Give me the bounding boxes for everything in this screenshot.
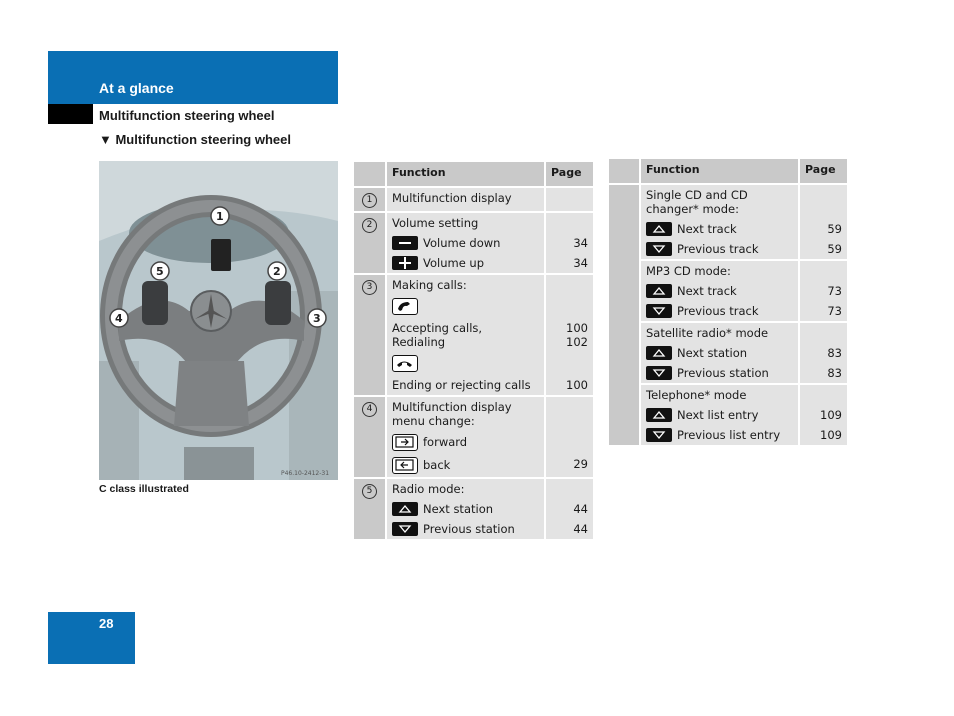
table-row: [354, 519, 593, 539]
callout-number: 2: [362, 218, 377, 233]
page-ref: 29: [545, 454, 593, 478]
function-text: Next track: [677, 222, 737, 236]
function-text: Ending or rejecting calls: [386, 375, 545, 396]
table-row: [609, 301, 847, 322]
table-row: [609, 363, 847, 384]
table-row: [354, 212, 593, 233]
function-text: Next station: [423, 502, 494, 516]
arrow-up-icon: [646, 346, 672, 360]
callout-4: [110, 309, 128, 327]
function-text: Single CD and CD changer* mode:: [640, 184, 799, 219]
page-ref: 34: [545, 253, 593, 274]
topic-title: ▼ Multifunction steering wheel: [99, 132, 291, 147]
callout-number: 5: [362, 484, 377, 499]
function-text: Volume down: [423, 236, 501, 250]
function-text: Previous station: [677, 366, 769, 380]
section-band: [48, 51, 338, 104]
callout-2: [268, 262, 286, 280]
function-text: Volume setting: [386, 212, 545, 233]
figure-code: P46.10-2412-31: [281, 470, 330, 477]
table-row: [354, 318, 593, 352]
function-text: Redialing: [392, 335, 446, 349]
page-ref: [799, 384, 847, 405]
function-text: Next track: [677, 284, 737, 298]
table-row: [609, 425, 847, 445]
function-text: Satellite radio* mode: [640, 322, 799, 343]
table-row: [354, 274, 593, 295]
section-marker: [48, 104, 93, 124]
function-text: Telephone* mode: [640, 384, 799, 405]
page-ref: 73: [799, 301, 847, 322]
callout-number: 3: [362, 280, 377, 295]
callout-5: [151, 262, 169, 280]
svg-text:5: 5: [156, 265, 164, 278]
page-ref: [545, 431, 593, 454]
callout-3: [308, 309, 326, 327]
table-row: [354, 295, 593, 318]
page-ref: [799, 322, 847, 343]
function-text: Radio mode:: [386, 478, 545, 499]
function-text: Multifunction display menu change:: [386, 396, 545, 431]
page-number: 28: [99, 616, 114, 631]
function-text: back: [423, 458, 451, 472]
page-ref: [545, 478, 593, 499]
page-ref: 100: [545, 375, 593, 396]
arrow-up-icon: [646, 284, 672, 298]
callout-1: [211, 207, 229, 225]
svg-text:2: 2: [273, 265, 281, 278]
table-row: [354, 187, 593, 212]
page-ref: [799, 184, 847, 219]
table-row: [354, 352, 593, 375]
page-ref: [545, 274, 593, 295]
table-row: [609, 281, 847, 301]
menu-forward-icon: [392, 434, 418, 451]
function-text: forward: [423, 435, 468, 449]
function-table-left: [354, 162, 593, 539]
function-text: Previous track: [677, 242, 759, 256]
page-ref: 44: [545, 519, 593, 539]
table-row: [354, 454, 593, 478]
page-ref: 73: [799, 281, 847, 301]
menu-back-icon: [392, 457, 418, 474]
plus-icon: [392, 256, 418, 270]
subsection-title: Multifunction steering wheel: [99, 108, 275, 123]
header-number-cell: [609, 159, 640, 184]
table-row: [609, 343, 847, 363]
arrow-down-icon: [646, 428, 672, 442]
page-ref: [545, 212, 593, 233]
page-ref: 34: [545, 233, 593, 253]
function-text: MP3 CD mode:: [640, 260, 799, 281]
table-row: [354, 499, 593, 519]
function-text: Previous station: [423, 522, 515, 536]
header-function: Function: [640, 159, 799, 184]
table-row: [609, 405, 847, 425]
function-table-right: [609, 159, 847, 445]
phone-hangup-icon: [392, 355, 418, 372]
header-number-cell: [354, 162, 386, 187]
svg-text:1: 1: [216, 210, 224, 223]
function-text: Previous track: [677, 304, 759, 318]
page-ref: [799, 260, 847, 281]
arrow-up-icon: [392, 502, 418, 516]
page-ref: 59: [799, 239, 847, 260]
table-row: [609, 260, 847, 281]
table-row: [609, 384, 847, 405]
arrow-down-icon: [646, 242, 672, 256]
arrow-down-icon: [646, 366, 672, 380]
header-page: Page: [799, 159, 847, 184]
header-function: Function: [386, 162, 545, 187]
arrow-down-icon: [392, 522, 418, 536]
section-title: At a glance: [99, 80, 174, 96]
table-row: [609, 219, 847, 239]
table-row: [609, 239, 847, 260]
table-row: [609, 184, 847, 219]
page-ref: 44: [545, 499, 593, 519]
arrow-down-icon: [646, 304, 672, 318]
function-text: Next station: [677, 346, 748, 360]
svg-text:3: 3: [313, 312, 321, 325]
page-ref: [545, 187, 593, 212]
phone-pickup-icon: [392, 298, 418, 315]
table-row: [609, 322, 847, 343]
callout-number: 1: [362, 193, 377, 208]
page-ref: 109: [799, 405, 847, 425]
function-text: Making calls:: [386, 274, 545, 295]
page-ref: 83: [799, 363, 847, 384]
table-row: [354, 253, 593, 274]
page-ref: 59: [799, 219, 847, 239]
page-number-box: [48, 612, 135, 664]
function-text: Next list entry: [677, 408, 759, 422]
page-ref: 102: [566, 335, 588, 349]
function-text: Accepting calls,: [392, 321, 483, 335]
steering-wheel-photo: [99, 161, 338, 480]
page-ref: [545, 396, 593, 431]
minus-icon: [392, 236, 418, 250]
function-text: Volume up: [423, 256, 485, 270]
page-ref: 100: [566, 321, 588, 335]
page-ref: 83: [799, 343, 847, 363]
table-row: [354, 396, 593, 431]
table-row: [354, 431, 593, 454]
figure-caption: C class illustrated: [99, 483, 189, 495]
table-row: [354, 375, 593, 396]
callout-number: 4: [362, 402, 377, 417]
table-row: [354, 478, 593, 499]
function-text: Previous list entry: [677, 428, 781, 442]
arrow-up-icon: [646, 408, 672, 422]
table-row: [354, 233, 593, 253]
svg-text:4: 4: [115, 312, 123, 325]
header-page: Page: [545, 162, 593, 187]
function-text: Multifunction display: [386, 187, 545, 212]
arrow-up-icon: [646, 222, 672, 236]
page-ref: 109: [799, 425, 847, 445]
